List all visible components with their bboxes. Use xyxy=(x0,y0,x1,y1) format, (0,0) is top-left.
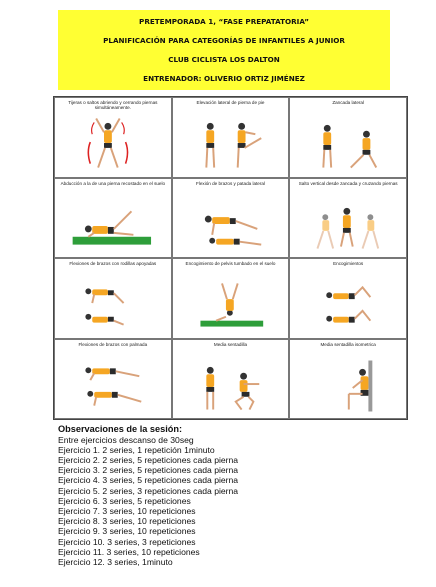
exercise-cell-11 xyxy=(172,339,290,420)
lateral-leg-raise-figure-icon xyxy=(173,112,289,176)
scissor-jump-figure-icon xyxy=(55,112,171,176)
exercise-caption: Abducción a la de una pierna recostado en el suelo xyxy=(60,180,166,186)
clap-pushup-figure-icon xyxy=(55,354,171,418)
exercise-caption: Flexiones de brazos con rodillas apoyadas xyxy=(69,261,157,266)
observation-line: Ejercicio 12. 3 series, 1minuto xyxy=(58,556,173,567)
exercise-cell-8 xyxy=(172,258,290,339)
exercise-caption: Media sentadilla xyxy=(213,341,248,347)
title-line-1: PRETEMPORADA 1, “FASE PREPATATORIA” xyxy=(139,17,309,26)
observation-line: Ejercicio 9. 3 series, 10 repeticiones xyxy=(58,526,196,537)
observation-line: Ejercicio 8. 3 series, 10 repeticiones xyxy=(58,516,196,527)
exercise-caption: Elevación lateral de pierna de pie xyxy=(196,100,265,105)
exercise-caption: Flexión de brazos y patada lateral xyxy=(196,180,265,186)
crunch-figure-icon xyxy=(290,273,406,337)
observations-title: Observaciones de la sesión: xyxy=(58,424,183,434)
wall-sit-figure-icon xyxy=(290,354,406,418)
exercise-cell-12 xyxy=(289,339,407,420)
exercise-caption: Encogimientos xyxy=(333,261,364,266)
observation-line: Entre ejercicios descanso de 30seg xyxy=(58,434,194,445)
exercise-caption: Media sentadilla isometrica xyxy=(320,341,376,347)
lying-leg-abduction-figure-icon xyxy=(55,193,171,257)
title-line-2: PLANIFICACIÓN PARA CATEGORÍAS DE INFANTILES A JUNIOR xyxy=(103,36,345,45)
observation-line: Ejercicio 11. 3 series, 10 repeticiones xyxy=(58,546,200,557)
observation-line: Ejercicio 1. 2 series, 1 repetición 1minuto xyxy=(58,444,215,455)
exercise-caption: Encogimiento de pelvis tumbado en el suelo xyxy=(185,261,276,266)
exercise-cell-1 xyxy=(54,97,172,178)
observation-line: Ejercicio 2. 2 series, 5 repeticiones cada pierna xyxy=(58,454,239,465)
exercise-grid xyxy=(53,96,408,420)
session-observations xyxy=(58,424,418,567)
lunge-jump-figure-icon xyxy=(290,193,406,257)
observation-line: Ejercicio 5. 2 series, 3 repeticiones cada pierna xyxy=(58,485,239,496)
half-squat-figure-icon xyxy=(173,354,289,418)
exercise-cell-6 xyxy=(289,178,407,259)
pelvic-crunch-figure-icon xyxy=(173,273,289,337)
exercise-cell-10 xyxy=(54,339,172,420)
lateral-lunge-figure-icon xyxy=(290,112,406,176)
exercise-cell-5 xyxy=(172,178,290,259)
exercise-cell-2 xyxy=(172,97,290,178)
exercise-cell-3 xyxy=(289,97,407,178)
title-banner xyxy=(58,10,390,90)
pushup-side-kick-figure-icon xyxy=(173,193,289,257)
observation-line: Ejercicio 6. 3 series, 5 repeticiones xyxy=(58,495,191,506)
exercise-cell-9 xyxy=(289,258,407,339)
exercise-caption: Zancada lateral xyxy=(332,100,364,105)
observation-line: Ejercicio 4. 3 series, 5 repeticiones cada pierna xyxy=(58,475,239,486)
observation-line: Ejercicio 7. 3 series, 10 repeticiones xyxy=(58,505,196,516)
exercise-cell-7 xyxy=(54,258,172,339)
observation-line: Ejercicio 3. 2 series, 5 repeticiones cada pierna xyxy=(58,465,239,476)
knee-pushup-figure-icon xyxy=(55,273,171,337)
title-line-3: CLUB CICLISTA LOS DALTON xyxy=(168,55,280,64)
title-line-4: ENTRENADOR: OLIVERIO ORTIZ JIMÉNEZ xyxy=(143,74,305,83)
observation-line: Ejercicio 10. 3 series, 3 repeticiones xyxy=(58,536,196,547)
exercise-caption: Flexiones de brazos con palmada xyxy=(78,341,148,347)
exercise-caption: Tijeras o saltos abriendo y cerrando piernas simultáneamente. xyxy=(68,100,158,111)
exercise-cell-4 xyxy=(54,178,172,259)
exercise-caption: Salto vertical desde zancada y cruzando piernas xyxy=(298,180,398,186)
